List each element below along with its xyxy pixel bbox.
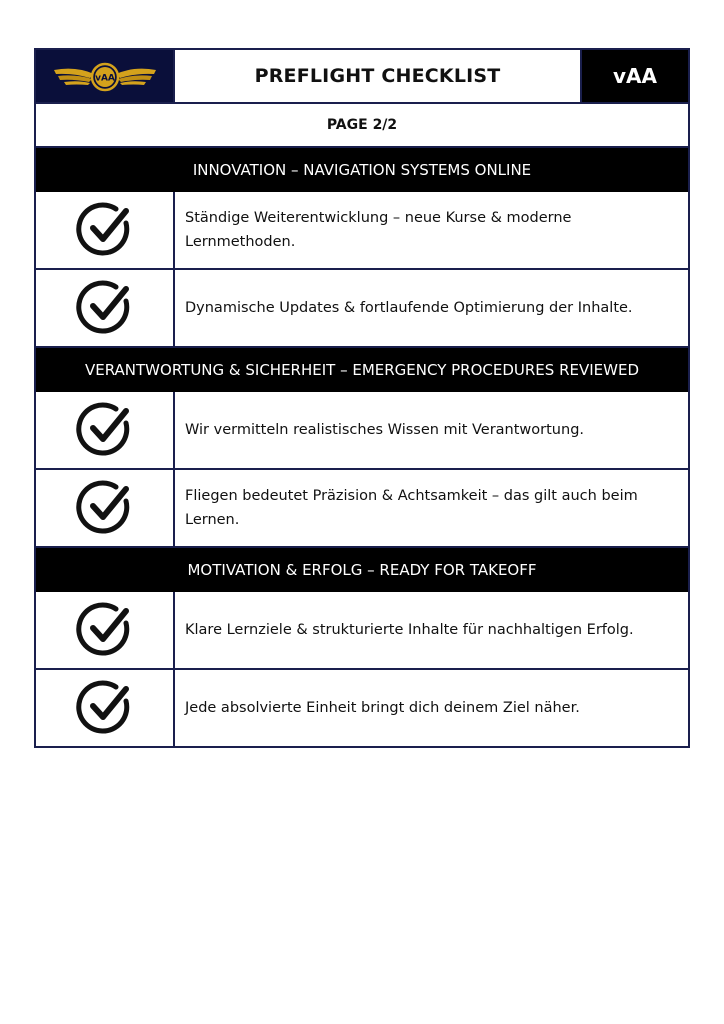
check-circle-icon [76,601,134,659]
checklist-sheet [34,48,690,748]
checkbox[interactable] [36,470,175,546]
checkbox[interactable] [36,192,175,268]
brand-label: vAA [582,50,688,102]
item-text: Dynamische Updates & fortlaufende Optimierung der Inhalte. [185,300,633,316]
checkbox[interactable] [36,670,175,746]
section-header-innovation: INNOVATION – NAVIGATION SYSTEMS ONLINE [36,148,688,192]
checkbox[interactable] [36,270,175,346]
checkbox[interactable] [36,392,175,468]
checklist-item [36,270,688,348]
checklist-item [36,392,688,470]
checkbox[interactable] [36,592,175,668]
logo-cell [36,50,175,102]
checklist-item [36,670,688,746]
item-text: Klare Lernziele & strukturierte Inhalte für nachhaltigen Erfolg. [185,622,634,638]
item-text: Ständige Weiterentwicklung – neue Kurse & moderne Lernmethoden. [185,210,572,250]
check-circle-icon [76,479,134,537]
wings-logo-icon [46,58,164,94]
check-circle-icon [76,201,134,259]
item-text: Fliegen bedeutet Präzision & Achtsamkeit – das gilt auch beim Lernen. [185,488,638,528]
checklist-item [36,192,688,270]
page-number: PAGE 2/2 [36,104,688,148]
logo-text: vAA [94,73,115,84]
check-circle-icon [76,679,134,737]
check-circle-icon [76,401,134,459]
checklist-item [36,470,688,548]
item-text: Wir vermitteln realistisches Wissen mit Verantwortung. [185,422,585,438]
section-header-motivation: MOTIVATION & ERFOLG – READY FOR TAKEOFF [36,548,688,592]
checklist-header [36,50,688,104]
section-header-verantwortung: VERANTWORTUNG & SICHERHEIT – EMERGENCY PROCEDURES REVIEWED [36,348,688,392]
checklist-item [36,592,688,670]
item-text: Jede absolvierte Einheit bringt dich deinem Ziel näher. [185,700,580,716]
check-circle-icon [76,279,134,337]
page-title: PREFLIGHT CHECKLIST [175,50,582,102]
